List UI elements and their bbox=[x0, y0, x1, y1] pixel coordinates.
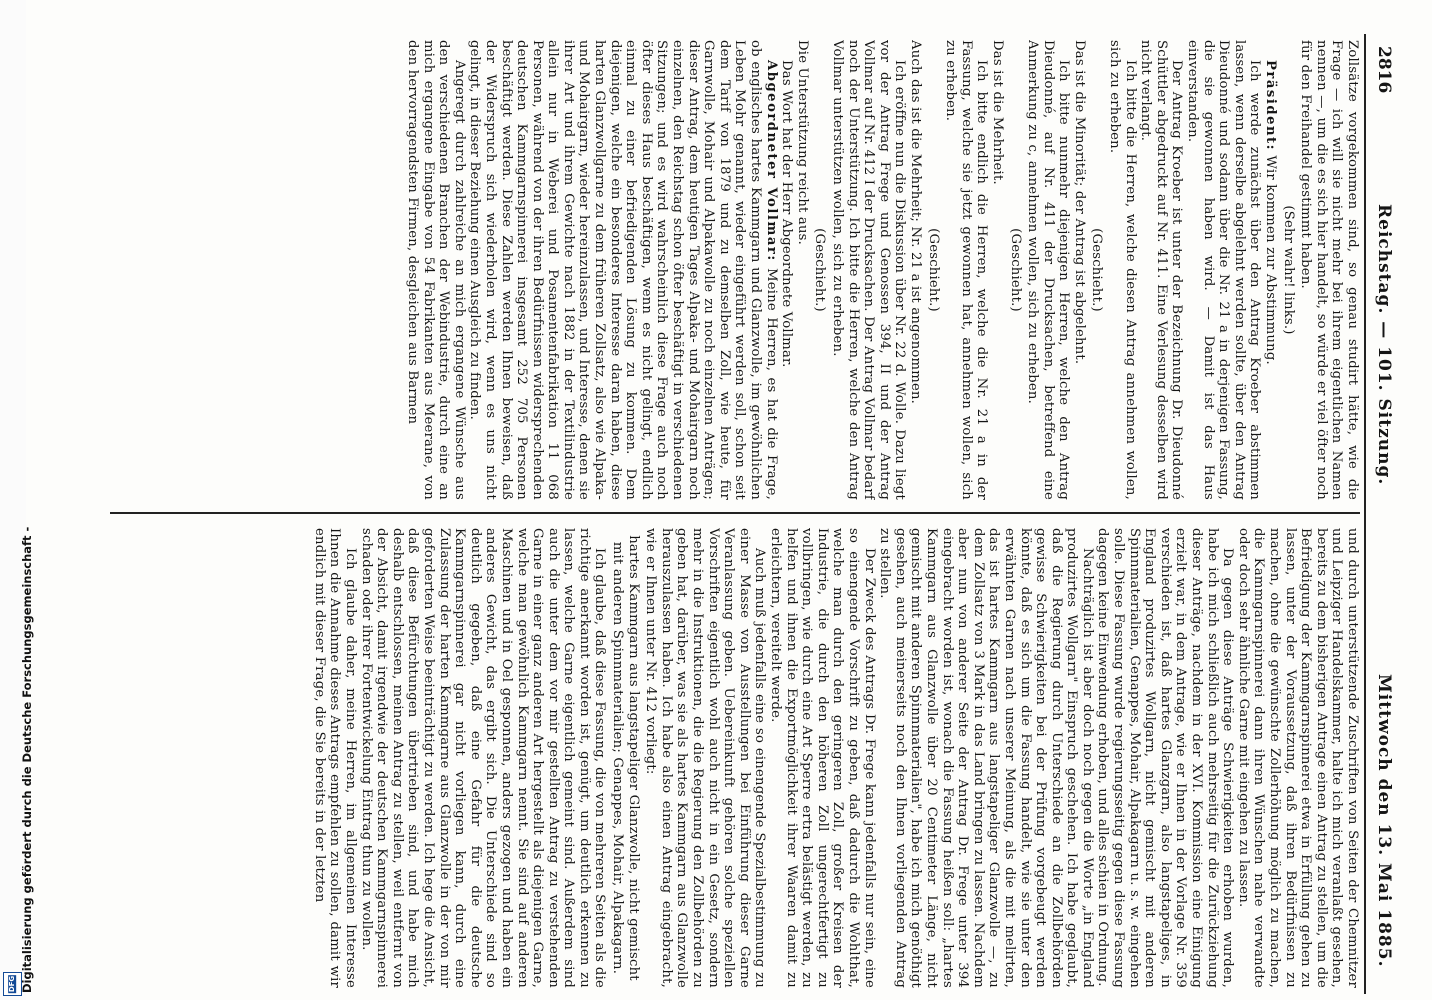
paragraph: Ich bitte nunmehr diejenigen Herren, welche den Antrag Dieudonné, auf Nr. 411 der Drucksachen, betreffend eine Anmerkung zu c, annehmen wollen, sich zu erheben. bbox=[1025, 40, 1072, 500]
page-number: 2816 bbox=[1374, 46, 1394, 94]
right-column bbox=[110, 528, 1360, 988]
paragraph: Auch das ist die Mehrheit; Nr. 21 a ist angenommen. bbox=[907, 40, 923, 405]
paragraph: Ich eröffne nun die Diskussion über Nr. 22 d. Wolle. Dazu liegt vor der Antrag Frege und Genossen 394, II und der Antrag Vollmar auf Nr. 412 I der Drucksachen. Der Antrag Vollmar bedarf noch der Unterstützung. Ich bitte die Herren, welche den Antrag Vollmar unterstützen wollen, sich zu erheben. bbox=[830, 40, 908, 500]
running-header bbox=[1368, 34, 1394, 994]
digitization-credit-text: Digitalisierung gefördert durch die Deutsche Forschungsgemeinschaft - bbox=[20, 526, 34, 993]
speaker-paragraph bbox=[467, 40, 779, 500]
digitization-credit-strip bbox=[0, 0, 34, 1000]
paragraph: Zollsätze vorgekommen sind, so genau studirt hätte, wie die Frage — ich will sie nicht mehr bei ihrem eigentlichen Namen nennen —, um die es sich hier handelt, so würde er viel öfter noch für den Freihandel gestimmt haben. bbox=[1298, 40, 1360, 500]
paragraph: Nachträglich ist aber doch noch gegen die Worte „in England produzirtes Wollgarn" Einspruch geschehen. Ich habe geglaubt, daß die Regierung durch Unterschiede an die Zollbehörden gewisse Schwierigkeiten bei der Prüfung vorgebeugt werden könnte, daß es sich um die Fassung handelt, wie sie unter den erwähnten Garnen nach unserer Meinung, als die mit melirten, das ist hartes Kammgarn aus langstapeliger Glanzwolle —, zu dem Zollsatz von 3 Mark in das Land bringen zu lassen. Nachdem aber nun von anderer Seite der Antrag Dr. Frege unter 394 eingebracht worden ist, wonach die Fassung heißen soll: „hartes Kammgarn aus Glanzwolle über 20 Centimeter Länge, nicht gemischt mit anderen Spinnmaterialien", habe ich mich genöthigt gesehen, auch meinerseits noch den Ihnen vorliegenden Antrag zu stellen. bbox=[877, 528, 1095, 988]
session-title: Reichstag. — 101. Sitzung. bbox=[1374, 204, 1394, 486]
column-divider bbox=[110, 512, 1360, 514]
paragraph: und durch unterstützende Zuschriften von Seiten der Chemnitzer und Leipziger Handelskammer, halte ich mich veranlaßt gesehen, bereits zu dem bisherigen Antrage einen Antrag zu stellen, um die Befriedigung der Kammgarnspinnerei etwa in Erfüllung gehen zu lassen, unter der Voraussetzung, daß ihren Bedürfnissen zu machen, ohne die gewünschte Zollerhöhung möglich zu machen, die Kammgarnspinnerei dann ihren Wünschen nahe verwandte oder doch sehr ähnliche Garne mit eingehen zu lassen. bbox=[1235, 528, 1360, 988]
paragraph: Ich glaube daher, meine Herren, im allgemeinen Interesse Ihnen die Annahme dieses Antrags empfehlen zu sollen, damit wir endlich mit dieser Frage, die Sie bereits in der letzten bbox=[311, 528, 358, 988]
quoted-proposal: hartes Kammgarn aus langstapeliger Glanzwolle, nicht gemischt mit anderen Spinnmaterialien; Genappes, Mohair, Alpakagarn. bbox=[610, 535, 641, 981]
paragraph: Ich werde zunächst über den Antrag Kroeber abstimmen lassen, wenn derselbe abgelehnt werden sollte, über den Antrag Dieudonné und sodann über die Nr. 21 a in derjenigen Fassung, die sie gewonnen haben wird. — Damit ist das Haus einverstanden. bbox=[1185, 40, 1263, 500]
paragraph: Ich bitte die Herren, welche diesen Antrag annehmen wollen, sich zu erheben. bbox=[1107, 40, 1138, 500]
speech-text: Meine Herren, es hat die Frage, ob englisches hartes Kammgarn und Glanzwolle, im gewöhnlichen Leben Mohr genannt, wieder eingeführt werden soll, schon seit dem Tarif von 1879 und zu demselben Zoll, wie heute, für Garnwolle, Mohair und Alpakawolle zu noch einzelnen Anträgen; dieser Antrag, dem heutigen Tages Alpaka- und Mohairgarn noch einzelnen, den Reichstag schon öfter beschäftigt in verschiedenen Sitzungen; und es wird wahrscheinlich diese Frage auch noch öfter dieses Haus beschäftigen, wenn es nicht gelingt, endlich einmal zu einer befriedigenden Lösung zu kommen. Dem diejenigen, welche ein besonderes Interesse daran haben, diese harten Glanzwollgarne zu dem früheren Zollsatz, also wie Alpaka- und Mohairgarn, wieder hereinzulassen, und Interesse, denen sie ihrer Art und ihrem Gewichte nach 1882 in der Textilindustrie allein nur in Weberei und Posamentenfabrikation 11 068 Personen, während von der ihren Bedürfnissen widersprechenden deutschen Kammgarnspinnerei insgesamt 252 705 Personen beschäftigt werden. Diese Zahlen werden Ihnen beweisen, daß der Widerspruch sich wiederholen wird, wenn es uns nicht gelingt, in dieser Beziehung einen Ausgleich zu finden. bbox=[467, 40, 779, 500]
remark: (Geschieht.) bbox=[1089, 228, 1105, 312]
remark: (Geschieht.) bbox=[812, 228, 828, 312]
speaker-name: Abgeordneter Vollmar: bbox=[763, 60, 779, 262]
paragraph: Der Zweck des Antrags Dr. Frege kann jedenfalls nur sein, eine so einengende Vorschrift zu geben, daß dadurch die Wohlthat, welche man durch den geringeren Zoll, großer Kreisen der Industrie, die durch den höheren Zoll ungerechtfertigt zu vollbringen, wie durch eine Art Sperre ertra belästigt werden, zu helfen und ihnen die Exportmöglichkeit ihrer Waaren damit zu erleichtern, vereitelt werde. bbox=[768, 528, 877, 988]
remark: (Geschieht.) bbox=[1007, 228, 1023, 312]
paragraph: Angeregt durch zahlreiche an mich ergangene Wünsche aus den verschiedenen Branchen der Webindustrie, durch eine an mich ergangene Eingabe von 54 Fabrikanten aus Meerane, von den hervorragendsten Firmen, desgleichen aus Barmen bbox=[404, 40, 467, 500]
rotated-document-page bbox=[104, 34, 1394, 994]
speaker-paragraph bbox=[1262, 40, 1278, 500]
paragraph: Das ist die Mehrheit. bbox=[989, 40, 1005, 185]
left-column bbox=[110, 40, 1360, 500]
paragraph: Das ist die Minorität; der Antrag ist abgelehnt. bbox=[1071, 40, 1087, 365]
paragraph: Der Antrag Kroeber ist unter der Bezeichnung Dr. Dieudonné Schüttler abgedruckt auf Nr. 411. Eine Verlesung desselben wird nicht verlangt. bbox=[1138, 40, 1185, 500]
paragraph: Auch muß jedenfalls eine so einengende Spezialbestimmung zu einer Masse von Ausstellungen bei Einführung dieser Garne Veranlassung geben. Uebereinkunft gehören solche speziellen Vorschriften eigentlich wohl auch nicht in ein Gesetz, sondern mehr in die Instruktionen, die die Regierung den Zollbehörden zu geben hat, darüber, was sie als hartes Kammgarn aus Glanzwolle herauszulassen haben. Ich habe also einen Antrag eingebracht, wie er Ihnen unter Nr. 412 vorliegt: bbox=[643, 528, 768, 988]
paragraph: Das Wort hat der Herr Abgeordnete Vollmar. bbox=[779, 60, 795, 368]
header-rule bbox=[1364, 34, 1366, 994]
paragraph: Die Unterstützung reicht aus. bbox=[794, 40, 810, 246]
paragraph: Da gegen diese Anträge Schwierigkeiten erhoben wurden, habe ich mich schließlich auch mehrseitig für die Zurückziehung dieser Anträge, nachdem in der XVI. Kommission eine Einigung erzielt war, in dem Antrage, wie er Ihnen in der Vorlage Nr. 359 verschieden ist, daß hartes Glanzgarn, also langstapeliges, in England produzirtes Wollgarn, nicht gemischt mit anderen Spinnmaterialien, Genappes, Mohair, Alpakagarn u. s. w. eingehen solle. Diese Fassung wurde regierungsseitig gegen diese Fassung dagegen keine Einwendung erhoben, und alles schien in Ordnung. bbox=[1095, 528, 1236, 988]
remark: (Geschieht.) bbox=[925, 228, 941, 312]
speaker-name: Präsident: bbox=[1263, 60, 1279, 152]
remark: (Sehr wahr! links.) bbox=[1280, 205, 1296, 335]
paragraph: Ich glaube, daß diese Fassung, die von mehreren Seiten als die richtige anerkannt worden ist, genügt, um deutlich erkennen zu lassen, welche Garne eigentlich gemeint sind. Außerdem sind auch die unter dem vor mir gestellten Antrag zu verstehenden Garne in einer ganz anderen Art hergestellt als diejenigen Garne, welche man gewöhnlich Kammgarn nennt. Sie sind auf anderen Maschinen und in Oel gesponnen, anders gezogen und haben ein anderes Gewicht, das ergibt sich. Die Unterschiede sind so deutlich gegeben, daß eine Gefahr für die deutsche Kammgarnspinnerei gar nicht vorliegen kann, durch eine Zulassung der harten Kammgarne aus Glanzwolle in der von mir geforderten Weise beeinträchtigt zu werden. Ich hege die Ansicht, daß diese Befürchtungen übertrieben sind, und habe mich deshalb entschlossen, meinen Antrag zu stellen, weil entfernt von der Absicht, damit irgendwie der deutschen Kammgarnspinnerei schaden oder ihrer Fortentwickelung Eintrag thun zu wollen. bbox=[358, 528, 608, 988]
speech-text: Wir kommen zur Abstimmung. bbox=[1263, 155, 1279, 365]
session-date: Mittwoch den 13. Mai 1885. bbox=[1374, 674, 1394, 968]
paragraph: Ich bitte endlich die Herren, welche die Nr. 21 a in der Fassung, welche sie jetzt gewonnen hat, annehmen wollen, sich zu erheben. bbox=[943, 40, 990, 500]
dfg-logo-text: DFG bbox=[8, 975, 17, 993]
